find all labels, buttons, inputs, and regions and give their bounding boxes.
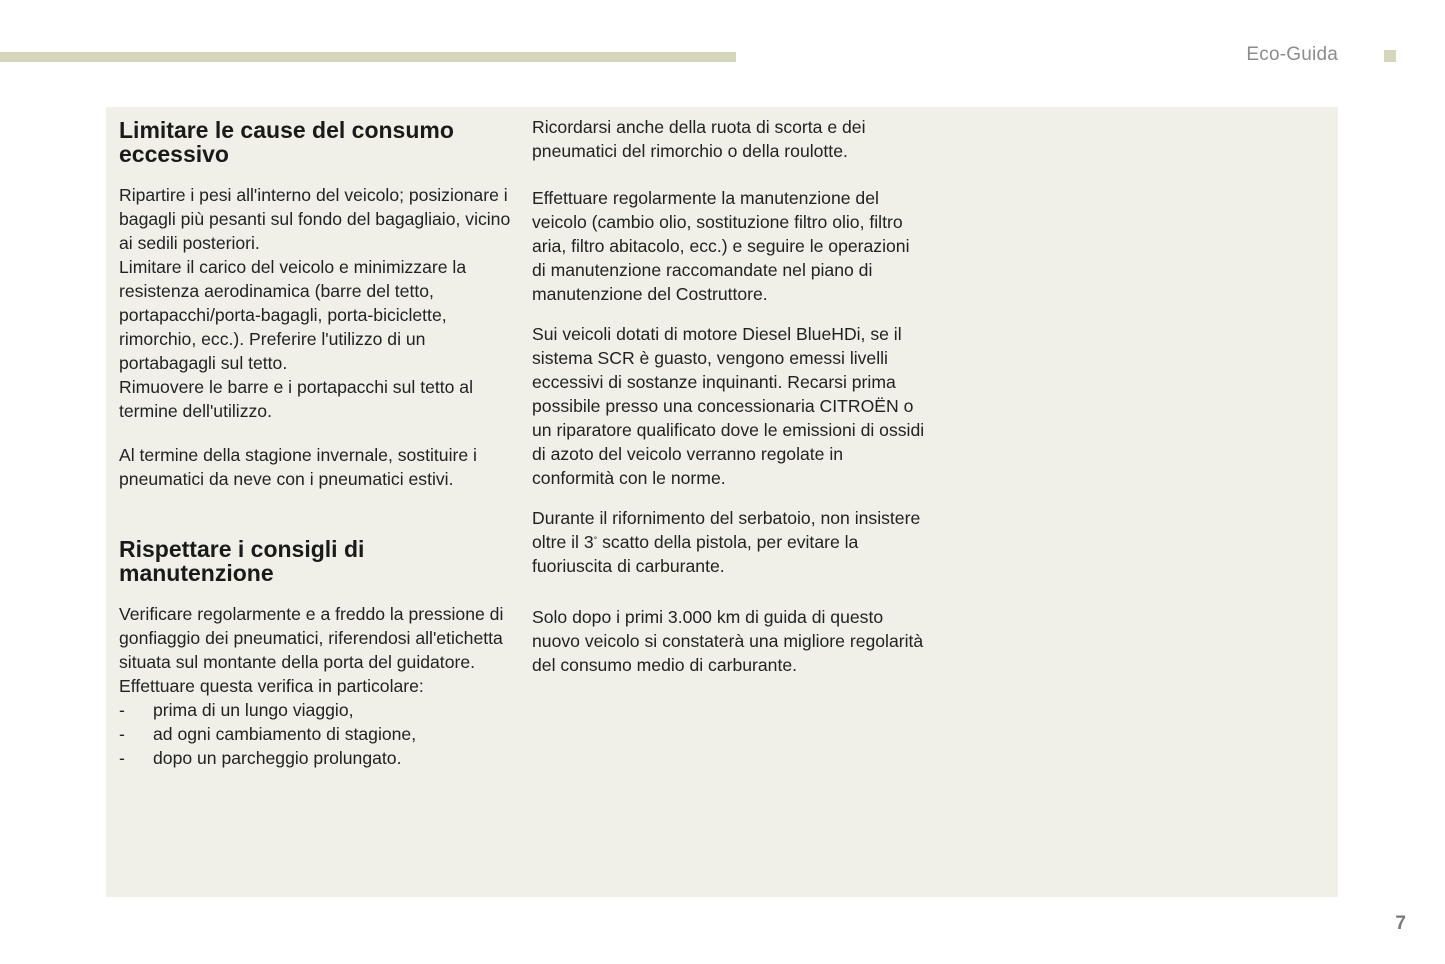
paragraph-tyre-pressure: Verificare regolarmente e a freddo la pressione di gonfiaggio dei pneumatici, riferendosi all'etichetta situata sul montante della porta del guidatore. <box>119 604 504 672</box>
paragraph-spare-wheel: Ricordarsi anche della ruota di scorta e dei pneumatici del rimorchio o della roulotte. <box>532 117 866 161</box>
list-dash: - <box>119 748 125 768</box>
heading-maintenance: Rispettare i consigli di manutenzione <box>119 536 365 586</box>
section-marker-square <box>1384 50 1396 62</box>
list-item <box>119 698 514 722</box>
paragraph-running-in: Solo dopo i primi 3.000 km di guida di questo nuovo veicolo si constaterà una migliore regolarità del consumo medio di carburante. <box>532 607 924 675</box>
degree-superscript: ° <box>593 535 598 545</box>
list-item <box>119 722 514 746</box>
list-dash: - <box>119 700 125 720</box>
paragraph-remove-bars: Rimuovere le barre e i portapacchi sul tetto al termine dell'utilizzo. <box>119 377 474 421</box>
check-occasions-list <box>119 698 514 770</box>
left-column <box>119 107 514 770</box>
list-item-text: ad ogni cambiamento di stagione, <box>153 724 417 744</box>
page-number: 7 <box>1395 913 1406 934</box>
refuelling-text-end: scatto della pistola, per evitare la fuoriuscita di carburante. <box>532 532 859 576</box>
paragraph-limit-load: Limitare il carico del veicolo e minimizzare la resistenza aerodinamica (barre del tetto, portapacchi/porta-bagagli, porta-biciclette, rimorchio, ecc.). Preferire l'utilizzo di un portabagagli sul tetto. <box>119 257 467 373</box>
heading-limit-consumption: Limitare le cause del consumo eccessivo <box>119 117 454 167</box>
list-dash: - <box>119 724 125 744</box>
paragraph-refuelling <box>532 506 927 578</box>
paragraph-weight-distribution: Ripartire i pesi all'interno del veicolo; posizionare i bagagli più pesanti sul fondo del bagagliaio, vicino ai sedili posteriori. <box>119 185 511 253</box>
right-column <box>532 107 927 677</box>
paragraph-regular-maintenance: Effettuare regolarmente la manutenzione del veicolo (cambio olio, sostituzione filtro olio, filtro aria, filtro abitacolo, ecc.) e seguire le operazioni di manutenzione raccomandate nel piano di manutenzione del Costruttore. <box>532 188 910 304</box>
paragraph-scr-system: Sui veicoli dotati di motore Diesel BlueHDi, se il sistema SCR è guasto, vengono emessi livelli eccessivi di sostanze inquinanti. Recarsi prima possibile presso una concessionaria CITROËN o un riparatore qualificato dove le emissioni di ossidi di azoto del veicolo verranno regolate in conformità con le norme. <box>532 324 925 488</box>
list-item <box>119 746 514 770</box>
refuelling-text-start: Durante il rifornimento del serbatoio, non insistere oltre il 3 <box>532 508 921 552</box>
header-accent-bar <box>0 52 736 62</box>
content-panel <box>106 107 1338 897</box>
paragraph-winter-tyres: Al termine della stagione invernale, sostituire i pneumatici da neve con i pneumatici estivi. <box>119 445 477 489</box>
paragraph-check-occasions: Effettuare questa verifica in particolare: <box>119 676 424 696</box>
list-item-text: prima di un lungo viaggio, <box>153 700 354 720</box>
list-item-text: dopo un parcheggio prolungato. <box>153 748 402 768</box>
section-title: Eco-Guida <box>1246 44 1338 65</box>
